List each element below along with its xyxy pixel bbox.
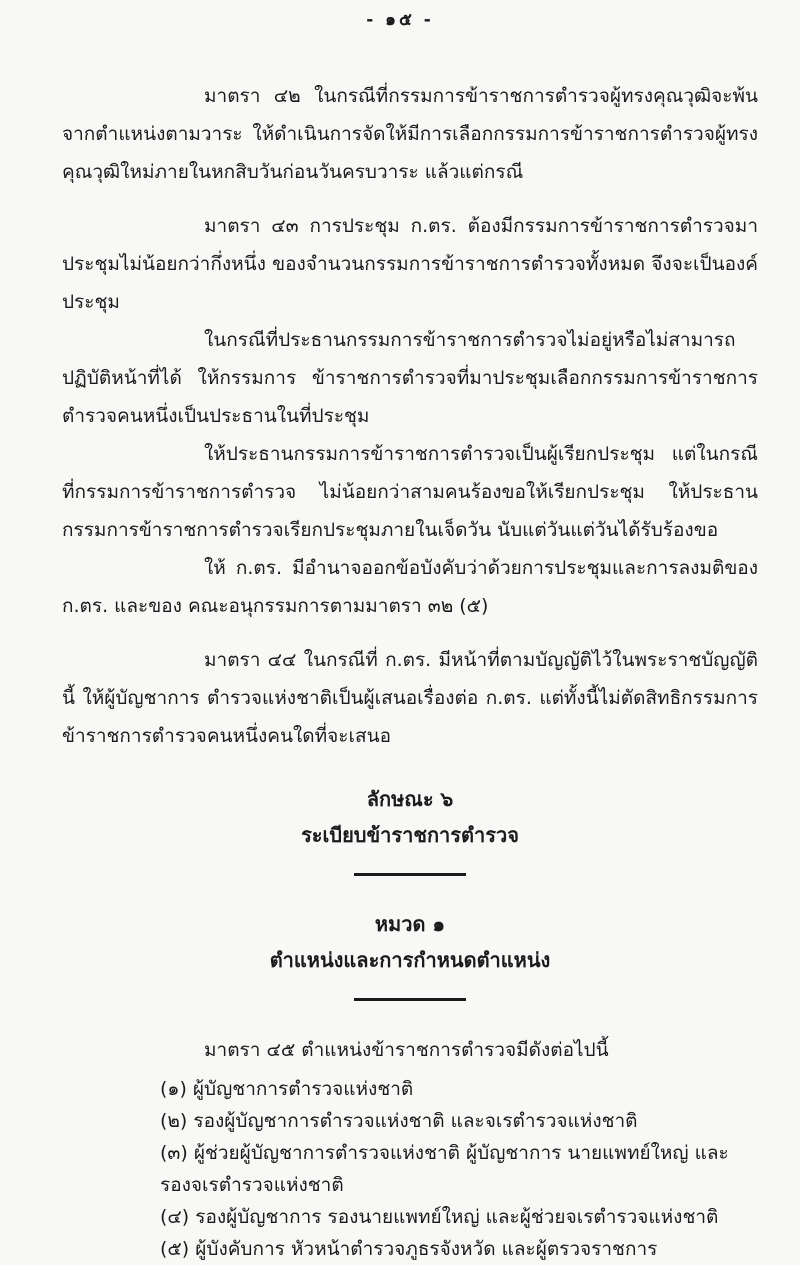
article-45-item-2: (๒) รองผู้บัญชาการตำรวจแห่งชาติ และจเรตำรวจแห่งชาติ <box>160 1110 638 1132</box>
chapter-1-divider-rule <box>354 998 466 1001</box>
chapter-1-title: ตำแหน่งและการกำหนดตำแหน่ง <box>269 948 551 972</box>
article-45-item-1: (๑) ผู้บัญชาการตำรวจแห่งชาติ <box>160 1078 414 1100</box>
page-number: - ๑๕ - <box>366 10 434 30</box>
article-45-item-4: (๔) รองผู้บัญชาการ รองนายแพทย์ใหญ่ และผู้ช่วยจเรตำรวจแห่งชาติ <box>160 1206 719 1228</box>
document-content <box>0 33 800 1265</box>
article-43-paragraph-chairman-absent: ในกรณีที่ประธานกรรมการข้าราชการตำรวจไม่อยู่หรือไม่สามารถปฏิบัติหน้าที่ได้ ให้กรรมการ ข้าราชการตำรวจที่มาประชุมเลือกกรรมการข้าราชการตำรวจคนหนึ่งเป็นประธานในที่ประชุม <box>62 329 758 427</box>
chapter-1-heading <box>62 906 758 1001</box>
section-6-label: ลักษณะ ๖ <box>366 787 454 811</box>
article-43-paragraph-regulations: ให้ ก.ตร. มีอำนาจออกข้อบังคับว่าด้วยการประชุมและการลงมติของ ก.ตร. และของ คณะอนุกรรมการตามมาตรา ๓๒ (๕) <box>62 557 758 617</box>
article-45-item-3: (๓) ผู้ช่วยผู้บัญชาการตำรวจแห่งชาติ ผู้บัญชาการ นายแพทย์ใหญ่ และรองจเรตำรวจแห่งชาติ <box>160 1142 729 1196</box>
article-45-intro: มาตรา ๔๕ ตำแหน่งข้าราชการตำรวจมีดังต่อไปนี้ <box>204 1039 609 1061</box>
section-6-divider-rule <box>354 873 466 876</box>
section-6-title: ระเบียบข้าราชการตำรวจ <box>301 823 519 847</box>
section-6-heading <box>62 781 758 876</box>
article-45-item-5: (๕) ผู้บังคับการ หัวหน้าตำรวจภูธรจังหวัด และผู้ตรวจราชการ <box>160 1238 658 1260</box>
article-44-paragraph: มาตรา ๔๔ ในกรณีที่ ก.ตร. มีหน้าที่ตามบัญญัติไว้ในพระราชบัญญัตินี้ ให้ผู้บัญชาการ ตำรวจแห่งชาติเป็นผู้เสนอเรื่องต่อ ก.ตร. แต่ทั้งนี้ไม่ตัดสิทธิกรรมการข้าราชการตำรวจคนหนึ่งคนใดที่จะเสนอ <box>62 649 758 747</box>
article-43-paragraph-call-meeting: ให้ประธานกรรมการข้าราชการตำรวจเป็นผู้เรียกประชุม แต่ในกรณีที่กรรมการข้าราชการตำรวจ ไม่น้อยกว่าสามคนร้องขอให้เรียกประชุม ให้ประธานกรรมการข้าราชการตำรวจเรียกประชุมภายในเจ็ดวัน นับแต่วันแต่วันได้รับร้องขอ <box>62 443 758 541</box>
article-43-paragraph-quorum: มาตรา ๔๓ การประชุม ก.ตร. ต้องมีกรรมการข้าราชการตำรวจมาประชุมไม่น้อยกว่ากึ่งหนึ่ง ของจำนวนกรรมการข้าราชการตำรวจทั้งหมด จึงจะเป็นองค์ประชุม <box>62 215 758 313</box>
chapter-1-label: หมวด ๑ <box>374 912 446 936</box>
article-42-paragraph: มาตรา ๔๒ ในกรณีที่กรรมการข้าราชการตำรวจผู้ทรงคุณวุฒิจะพ้นจากตำแหน่งตามวาระ ให้ดำเนินการจัดให้มีการเลือกกรรมการข้าราชการตำรวจผู้ทรงคุณวุฒิใหม่ภายในหกสิบวันก่อนวันครบวาระ แล้วแต่กรณี <box>62 85 758 183</box>
